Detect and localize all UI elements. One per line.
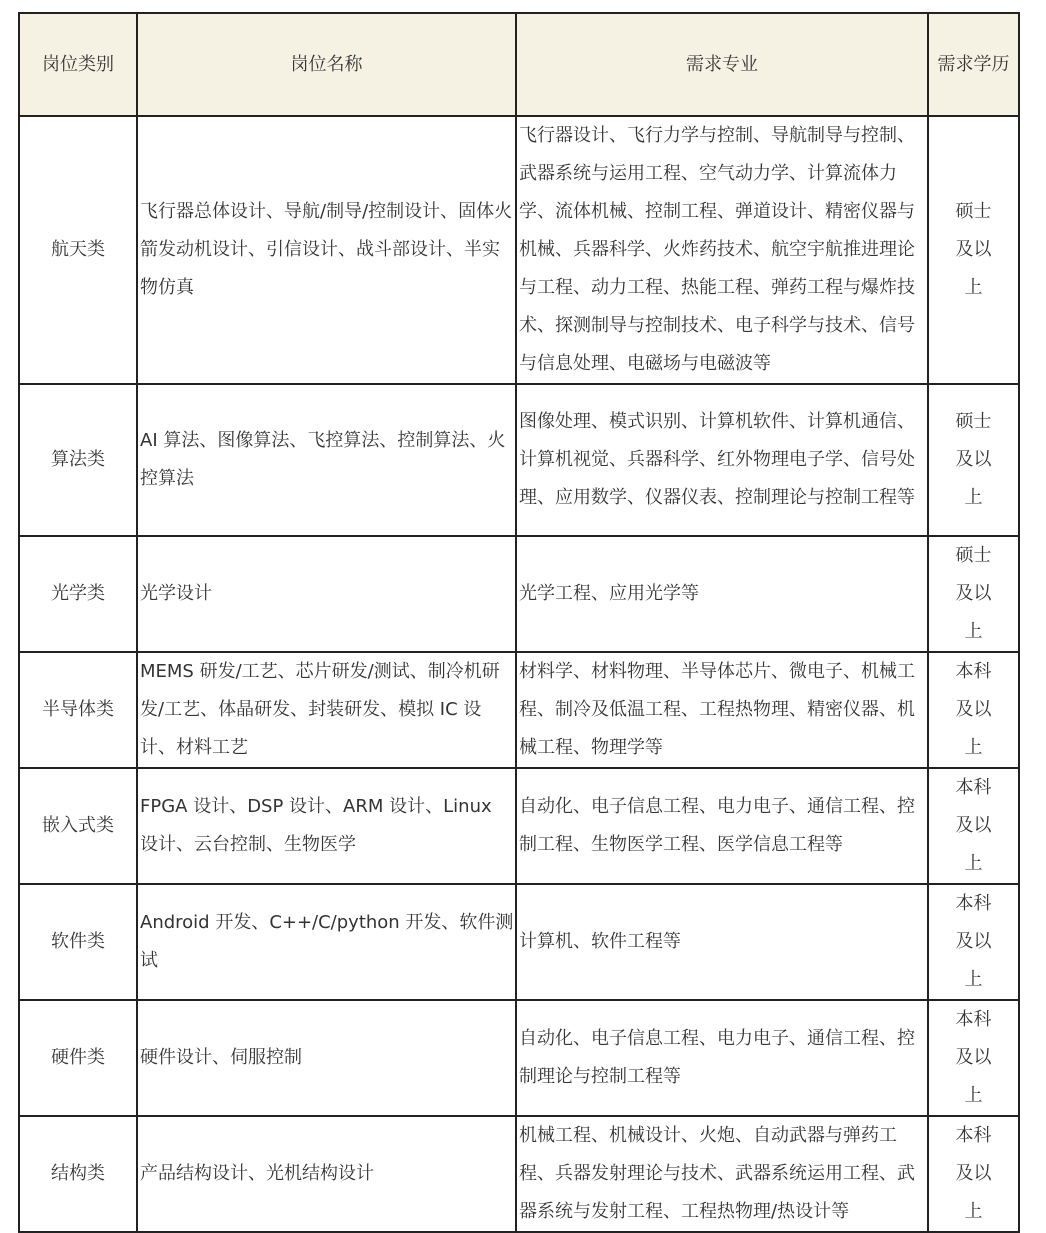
table-row bbox=[19, 384, 1019, 536]
table-row bbox=[19, 1000, 1019, 1116]
education-text: 硕士及以上 bbox=[955, 201, 992, 298]
education-text: 本科及以上 bbox=[955, 1009, 992, 1106]
education-cell bbox=[928, 884, 1019, 1000]
category-cell: 算法类 bbox=[19, 384, 137, 536]
education-cell bbox=[928, 768, 1019, 884]
majors-cell: 计算机、软件工程等 bbox=[516, 884, 928, 1000]
education-text: 硕士及以上 bbox=[955, 411, 992, 508]
category-cell: 半导体类 bbox=[19, 652, 137, 768]
table-row bbox=[19, 536, 1019, 652]
education-text: 本科及以上 bbox=[955, 661, 992, 758]
education-text: 本科及以上 bbox=[955, 777, 992, 874]
category-cell: 光学类 bbox=[19, 536, 137, 652]
positions-cell: 产品结构设计、光机结构设计 bbox=[137, 1116, 516, 1232]
table-row bbox=[19, 884, 1019, 1000]
education-cell bbox=[928, 384, 1019, 536]
positions-cell: 光学设计 bbox=[137, 536, 516, 652]
education-cell bbox=[928, 536, 1019, 652]
table-row bbox=[19, 116, 1019, 384]
positions-cell: MEMS 研发/工艺、芯片研发/测试、制冷机研发/工艺、体晶研发、封装研发、模拟 IC 设计、材料工艺 bbox=[137, 652, 516, 768]
majors-cell: 光学工程、应用光学等 bbox=[516, 536, 928, 652]
education-cell bbox=[928, 116, 1019, 384]
category-cell: 航天类 bbox=[19, 116, 137, 384]
majors-cell: 自动化、电子信息工程、电力电子、通信工程、控制理论与控制工程等 bbox=[516, 1000, 928, 1116]
header-position-name: 岗位名称 bbox=[137, 13, 516, 116]
table-header-row bbox=[19, 13, 1019, 116]
positions-cell: FPGA 设计、DSP 设计、ARM 设计、Linux 设计、云台控制、生物医学 bbox=[137, 768, 516, 884]
education-text: 硕士及以上 bbox=[955, 545, 992, 642]
majors-cell: 飞行器设计、飞行力学与控制、导航制导与控制、武器系统与运用工程、空气动力学、计算流体力学、流体机械、控制工程、弹道设计、精密仪器与机械、兵器科学、火炸药技术、航空宇航推进理论与工程、动力工程、热能工程、弹药工程与爆炸技术、探测制导与控制技术、电子科学与技术、信号与信息处理、电磁场与电磁波等 bbox=[516, 116, 928, 384]
job-requirements-table bbox=[18, 12, 1020, 1233]
positions-cell: AI 算法、图像算法、飞控算法、控制算法、火控算法 bbox=[137, 384, 516, 536]
header-category: 岗位类别 bbox=[19, 13, 137, 116]
table-row bbox=[19, 1116, 1019, 1232]
category-cell: 软件类 bbox=[19, 884, 137, 1000]
positions-cell: 硬件设计、伺服控制 bbox=[137, 1000, 516, 1116]
education-cell bbox=[928, 652, 1019, 768]
table-row bbox=[19, 768, 1019, 884]
education-cell bbox=[928, 1116, 1019, 1232]
majors-cell: 材料学、材料物理、半导体芯片、微电子、机械工程、制冷及低温工程、工程热物理、精密仪器、机械工程、物理学等 bbox=[516, 652, 928, 768]
education-text: 本科及以上 bbox=[955, 1125, 992, 1222]
category-cell: 结构类 bbox=[19, 1116, 137, 1232]
positions-cell: 飞行器总体设计、导航/制导/控制设计、固体火箭发动机设计、引信设计、战斗部设计、半实物仿真 bbox=[137, 116, 516, 384]
majors-cell: 图像处理、模式识别、计算机软件、计算机通信、计算机视觉、兵器科学、红外物理电子学、信号处理、应用数学、仪器仪表、控制理论与控制工程等 bbox=[516, 384, 928, 536]
positions-cell: Android 开发、C++/C/python 开发、软件测试 bbox=[137, 884, 516, 1000]
table-row bbox=[19, 652, 1019, 768]
header-required-education: 需求学历 bbox=[928, 13, 1019, 116]
majors-cell: 机械工程、机械设计、火炮、自动武器与弹药工程、兵器发射理论与技术、武器系统运用工程、武器系统与发射工程、工程热物理/热设计等 bbox=[516, 1116, 928, 1232]
header-required-major: 需求专业 bbox=[516, 13, 928, 116]
category-cell: 硬件类 bbox=[19, 1000, 137, 1116]
majors-cell: 自动化、电子信息工程、电力电子、通信工程、控制工程、生物医学工程、医学信息工程等 bbox=[516, 768, 928, 884]
category-cell: 嵌入式类 bbox=[19, 768, 137, 884]
education-text: 本科及以上 bbox=[955, 893, 992, 990]
education-cell bbox=[928, 1000, 1019, 1116]
